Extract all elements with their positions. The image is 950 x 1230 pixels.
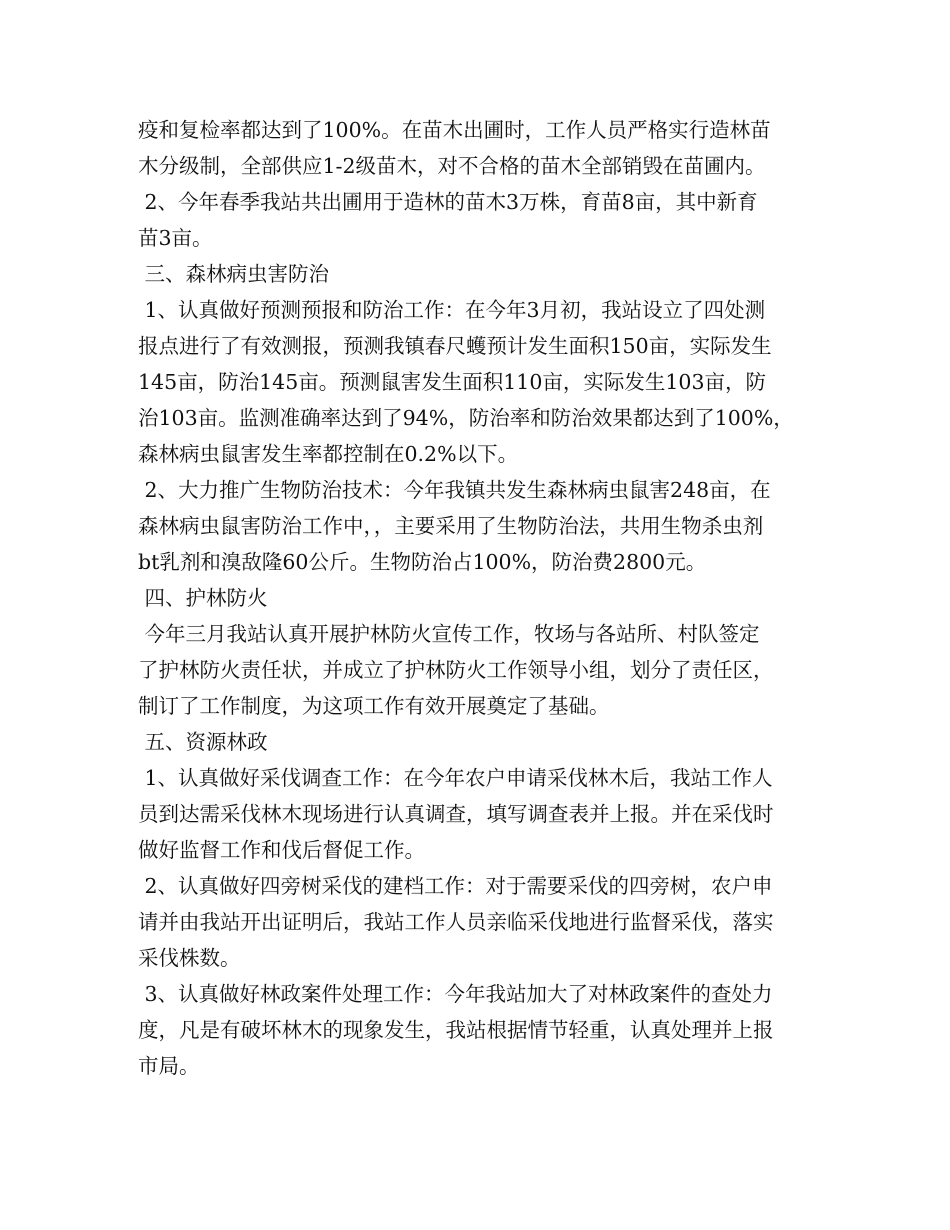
section-heading: 五、资源林政 [138, 730, 268, 754]
text-line: 2、大力推广生物防治技术：今年我镇共发生森林病虫鼠害248亩，在 [138, 478, 771, 502]
text-line: 苗3亩。 [138, 226, 213, 250]
text-line: 制订了工作制度，为这项工作有效开展奠定了基础。 [138, 694, 610, 718]
text-line: 1、认真做好采伐调查工作：在今年农户申请采伐林木后，我站工作人 [138, 766, 773, 790]
text-line: bt乳剂和溴敌隆60公斤。生物防治占100%，防治费2800元。 [138, 550, 707, 574]
text-line: 采伐株数。 [138, 946, 241, 970]
text-line: 度，凡是有破坏林木的现象发生，我站根据情节轻重，认真处理并上报 [138, 1018, 774, 1042]
document-body [138, 112, 828, 1084]
text-line: 2、今年春季我站共出圃用于造林的苗木3万株，育苗8亩，其中新育 [138, 190, 758, 214]
text-line: 145亩，防治145亩。预测鼠害发生面积110亩，实际发生103亩，防 [138, 370, 767, 394]
text-line: 3、认真做好林政案件处理工作：今年我站加大了对林政案件的查处力 [138, 982, 773, 1006]
text-line: 1、认真做好预测预报和防治工作：在今年3月初，我站设立了四处测 [138, 298, 766, 322]
text-line: 请并由我站开出证明后，我站工作人员亲临采伐地进行监督采伐，落实 [138, 910, 774, 934]
text-line: 了护林防火责任状，并成立了护林防火工作领导小组，划分了责任区， [138, 658, 774, 682]
text-line: 治103亩。监测准确率达到了94%，防治率和防治效果都达到了100%， [138, 406, 794, 430]
text-line: 今年三月我站认真开展护林防火宣传工作，牧场与各站所、村队签定 [138, 622, 760, 646]
text-line: 做好监督工作和伐后督促工作。 [138, 838, 425, 862]
text-line: 森林病虫鼠害发生率都控制在0.2%以下。 [138, 442, 519, 466]
section-heading: 三、森林病虫害防治 [138, 262, 330, 286]
text-line: 疫和复检率都达到了100%。在苗木出圃时，工作人员严格实行造林苗 [138, 118, 771, 142]
text-line: 木分级制，全部供应1-2级苗木，对不合格的苗木全部销毁在苗圃内。 [138, 154, 766, 178]
text-line: 员到达需采伐林木现场进行认真调查，填写调查表并上报。并在采伐时 [138, 802, 774, 826]
text-line: 森林病虫鼠害防治工作中，，主要采用了生物防治法，共用生物杀虫剂 [138, 514, 764, 538]
text-line: 2、认真做好四旁树采伐的建档工作：对于需要采伐的四旁树，农户申 [138, 874, 773, 898]
text-line: 报点进行了有效测报，预测我镇春尺蠖预计发生面积150亩，实际发生 [138, 334, 772, 358]
section-heading: 四、护林防火 [138, 586, 268, 610]
text-line: 市局。 [138, 1054, 200, 1078]
